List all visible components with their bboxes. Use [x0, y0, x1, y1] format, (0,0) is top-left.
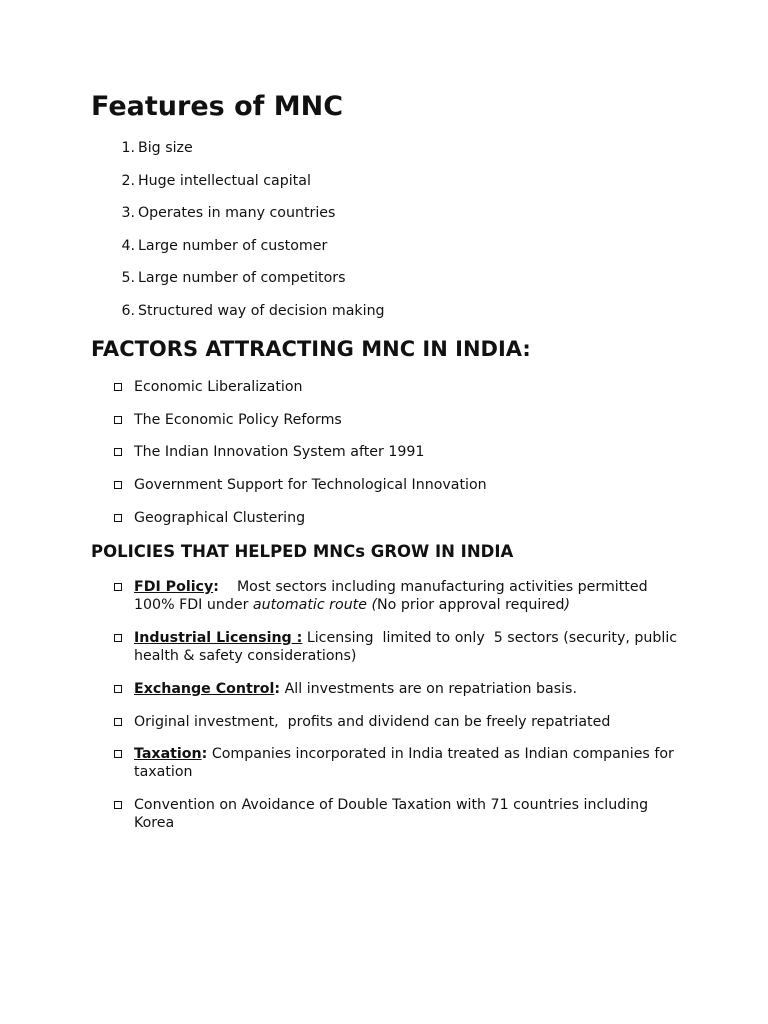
policy-description: All investments are on repatriation basis.: [280, 681, 577, 697]
policy-text: Convention on Avoidance of Double Taxation with 71 countries including Korea: [134, 797, 649, 831]
checkbox-bullet-icon: [114, 685, 122, 693]
list-item: [91, 509, 487, 542]
list-item: [91, 629, 691, 680]
checkbox-bullet-icon: [114, 801, 122, 809]
list-item: [91, 476, 487, 509]
policies-list: [91, 578, 691, 847]
policy-description: Companies incorporated in India treated as Indian companies for taxation: [134, 746, 679, 780]
list-item: [91, 411, 487, 444]
policy-text: [134, 680, 679, 698]
factors-list: [91, 378, 487, 541]
policies-heading: POLICIES THAT HELPED MNCs GROW IN INDIA: [91, 542, 514, 561]
checkbox-bullet-icon: [114, 416, 122, 424]
page-title: Features of MNC: [91, 91, 344, 122]
checkbox-bullet-icon: [114, 634, 122, 642]
list-number: 5.: [121, 270, 135, 287]
policy-description-end: No prior approval required: [377, 597, 565, 613]
list-item: [91, 268, 651, 301]
list-number: 2.: [121, 172, 135, 189]
list-item-text: Economic Liberalization: [134, 379, 303, 395]
factors-heading: FACTORS ATTRACTING MNC IN INDIA:: [91, 337, 531, 361]
policy-text: Original investment, profits and dividend can be freely repatriated: [134, 714, 611, 730]
checkbox-bullet-icon: [114, 448, 122, 456]
policy-italic-end: ): [564, 597, 571, 613]
list-item-text: Large number of competitors: [138, 270, 346, 287]
policy-colon: :: [274, 681, 281, 697]
policy-text: [134, 745, 679, 781]
list-item-text: Operates in many countries: [138, 205, 336, 222]
policy-term: Taxation: [134, 746, 202, 762]
checkbox-bullet-icon: [114, 583, 122, 591]
list-item: [91, 138, 651, 171]
list-number: 3.: [121, 205, 135, 222]
list-item: [91, 301, 651, 334]
policy-colon: :: [213, 579, 219, 595]
policy-term: FDI Policy: [134, 579, 214, 595]
list-item-text: Huge intellectual capital: [138, 172, 311, 189]
list-item: [91, 680, 691, 713]
list-item: [91, 236, 651, 269]
list-item-text: Big size: [138, 140, 193, 156]
list-number: 6.: [121, 302, 135, 319]
list-item-text: The Economic Policy Reforms: [134, 411, 342, 428]
list-item: [91, 578, 691, 629]
policy-text: [134, 578, 679, 614]
checkbox-bullet-icon: [114, 481, 122, 489]
policy-italic: automatic route (: [252, 597, 378, 613]
policy-term: Industrial Licensing :: [134, 630, 303, 646]
features-list: [91, 138, 651, 334]
list-item: [91, 203, 651, 236]
list-item-text: Government Support for Technological Innovation: [134, 477, 487, 494]
list-item: [91, 796, 691, 847]
list-number: 4.: [121, 237, 135, 254]
list-number: 1.: [121, 140, 135, 156]
list-item-text: The Indian Innovation System after 1991: [134, 444, 425, 461]
list-item: [91, 443, 487, 476]
list-item-text: Structured way of decision making: [138, 302, 385, 319]
checkbox-bullet-icon: [114, 383, 122, 391]
list-item-text: Geographical Clustering: [134, 509, 306, 526]
list-item: [91, 378, 487, 411]
checkbox-bullet-icon: [114, 718, 122, 726]
policy-term: Exchange Control: [134, 681, 275, 697]
checkbox-bullet-icon: [114, 750, 122, 758]
list-item-text: Large number of customer: [138, 237, 328, 254]
checkbox-bullet-icon: [114, 514, 122, 522]
policy-description: Most sectors including manufacturing activities permitted 100% FDI under: [134, 579, 653, 613]
policy-colon: :: [201, 746, 208, 762]
policy-text: [134, 629, 682, 665]
list-item: [91, 171, 651, 204]
list-item: [91, 745, 691, 796]
policy-description: Licensing limited to only 5 sectors (security, public health & safety considerations): [134, 630, 682, 664]
list-item: [91, 713, 691, 745]
